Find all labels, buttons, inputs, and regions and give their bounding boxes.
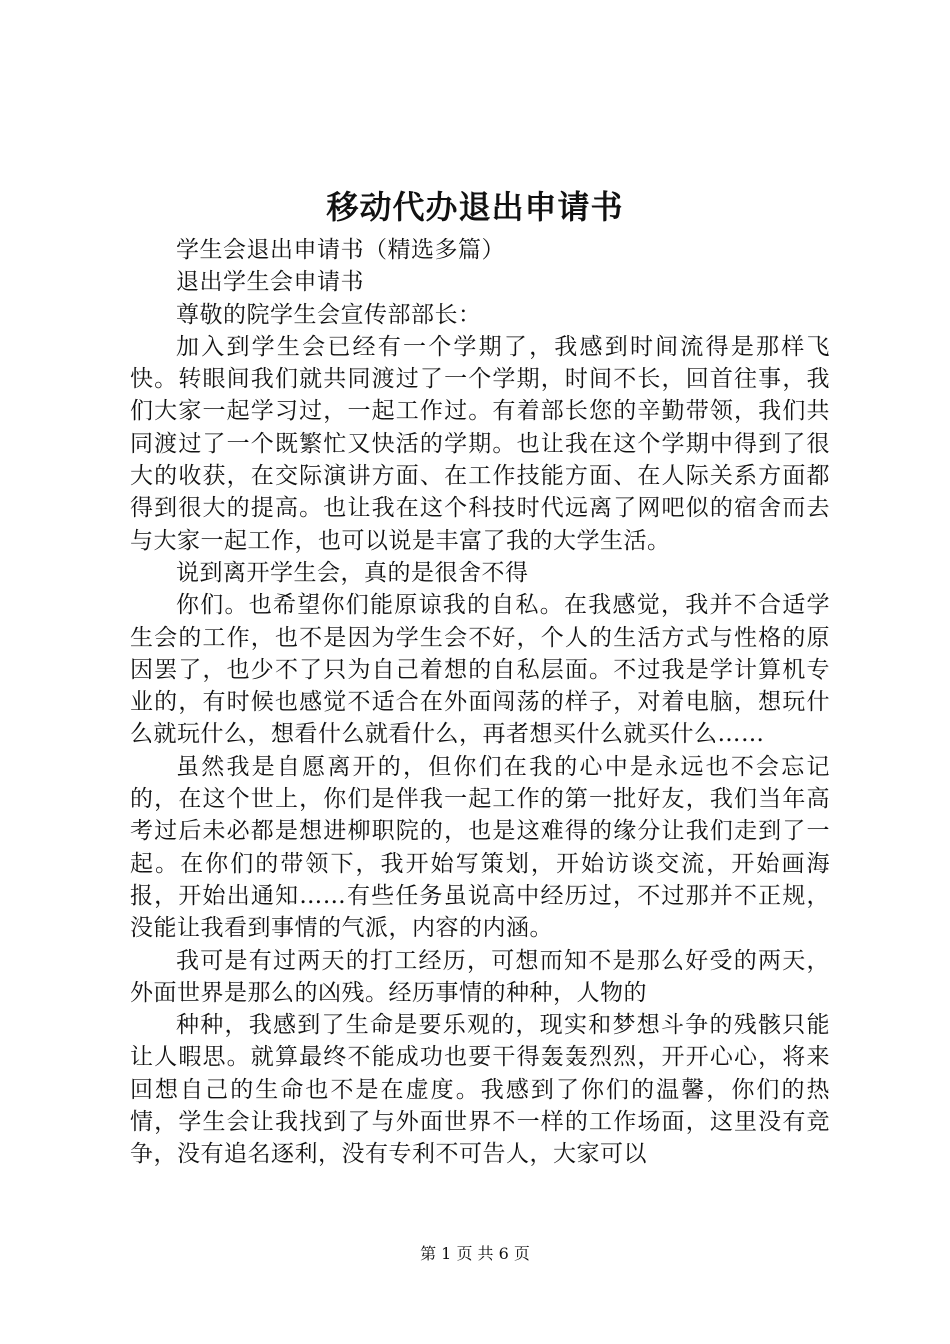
- paragraph: 学生会退出申请书（精选多篇）: [176, 237, 505, 263]
- paragraph: 虽然我是自愿离开的，但你们在我的心中是永远也不会忘记的，在这个世上，你们是伴我一起工作的第一批好友，我们当年高考过后未必都是想进柳职院的，也是这难得的缘分让我们走到了一起。在你们的带领下，我开始写策划，开始访谈交流，开始画海报，开始出通知……有些任务虽说高中经历过，不过那并不正规，没能让我看到事情的气派，内容的内涵。: [130, 753, 830, 942]
- document-body: [130, 234, 830, 1171]
- document-title: 移动代办退出申请书: [326, 188, 624, 226]
- page-number-footer: 第 1 页 共 6 页: [420, 1244, 530, 1263]
- paragraph: 尊敬的院学生会宣传部部长：: [176, 301, 482, 328]
- paragraph: 我可是有过两天的打工经历，可想而知不是那么好受的两天，外面世界是那么的凶残。经历事情的种种，人物的: [130, 947, 830, 1006]
- paragraph: 种种，我感到了生命是要乐观的，现实和梦想斗争的残骸只能让人暇思。就算最终不能成功也要干得轰轰烈烈，开开心心，将来回想自己的生命也不是在虚度。我感到了你们的温馨，你们的热情，学生会让我找到了与外面世界不一样的工作场面，这里没有竞争，没有追名逐利，没有专利不可告人，大家可以: [130, 1012, 830, 1168]
- paragraph: 退出学生会申请书: [176, 269, 364, 296]
- paragraph: 说到离开学生会，真的是很舍不得: [176, 559, 529, 586]
- paragraph: 加入到学生会已经有一个学期了，我感到时间流得是那样飞快。转眼间我们就共同渡过了一个学期，时间不长，回首往事，我们大家一起学习过，一起工作过。有着部长您的辛勤带领，我们共同渡过了一个既繁忙又快活的学期。也让我在这个学期中得到了很大的收获，在交际演讲方面、在工作技能方面、在人际关系方面都得到很大的提高。也让我在这个科技时代远离了网吧似的宿舍而去与大家一起工作，也可以说是丰富了我的大学生活。: [130, 333, 830, 554]
- paragraph: 你们。也希望你们能原谅我的自私。在我感觉，我并不合适学生会的工作，也不是因为学生会不好，个人的生活方式与性格的原因罢了，也少不了只为自己着想的自私层面。不过我是学计算机专业的，有时候也感觉不适合在外面闯荡的样子，对着电脑，想玩什么就玩什么，想看什么就看什么，再者想买什么就买什么……: [130, 592, 830, 748]
